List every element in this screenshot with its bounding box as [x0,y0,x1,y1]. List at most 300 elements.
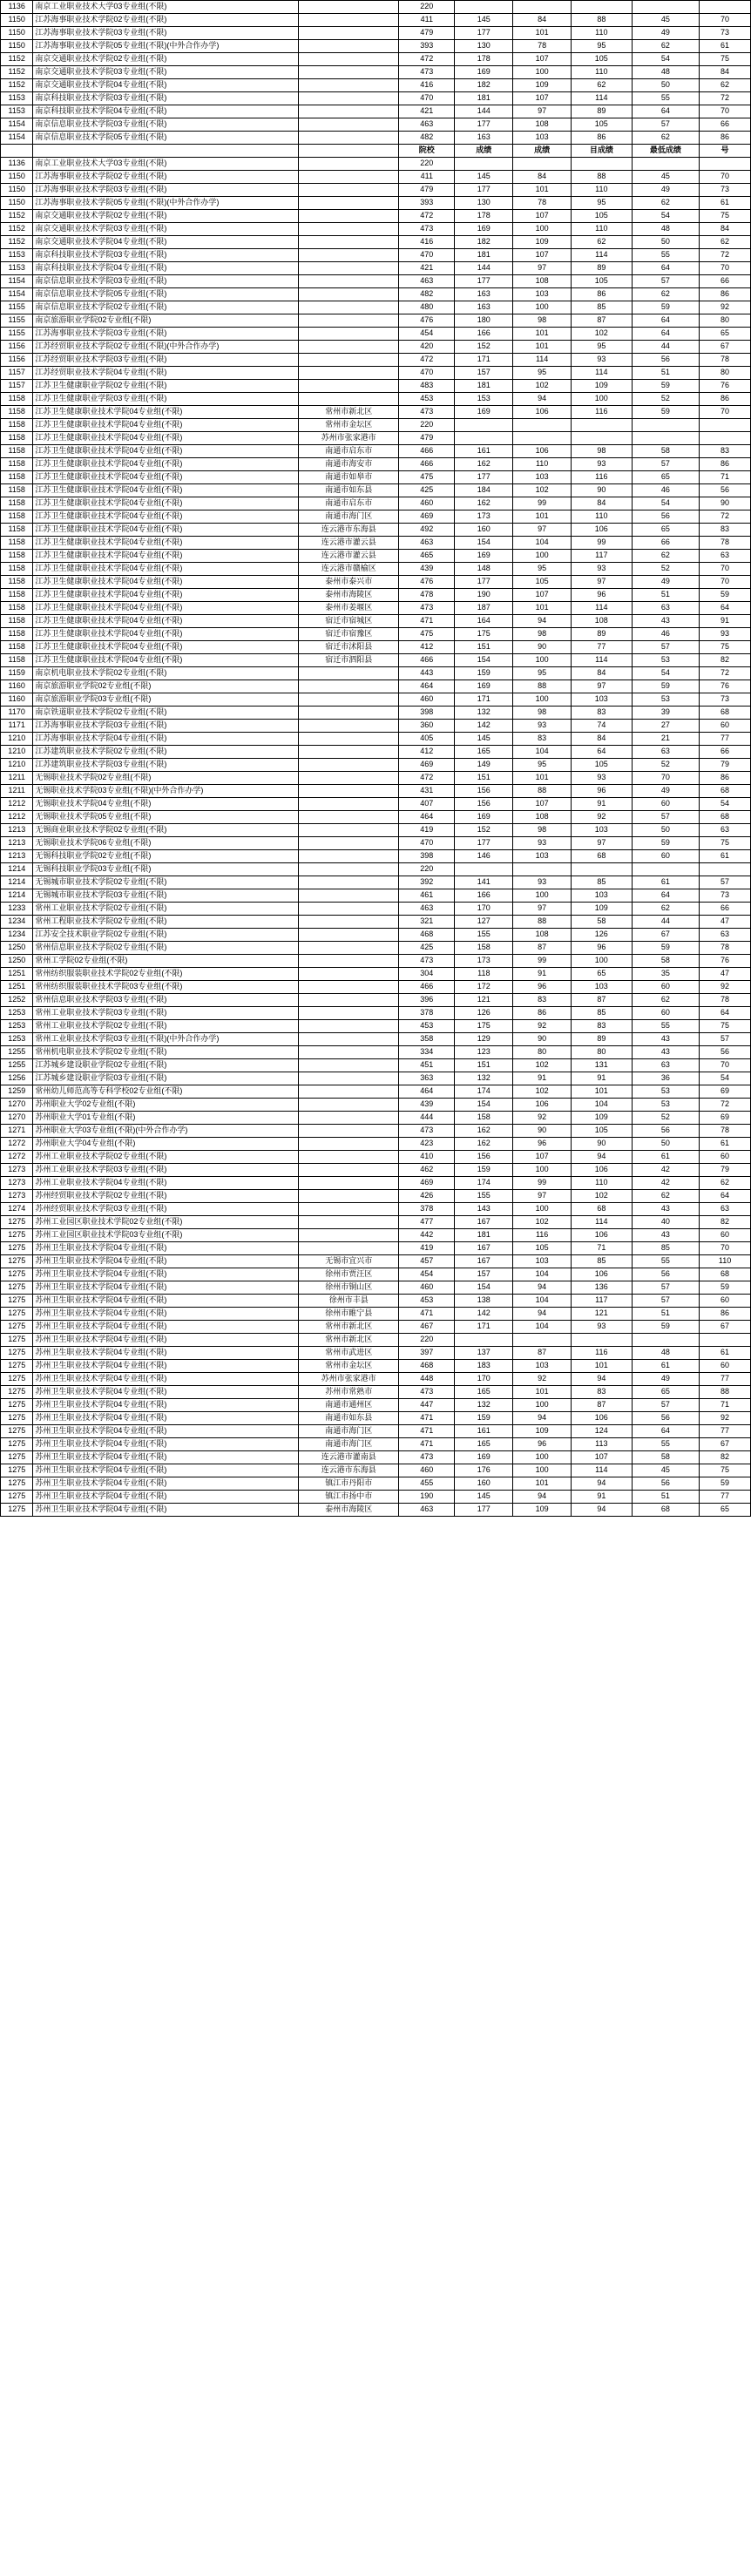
cell-score-3: 85 [572,1255,633,1268]
table-header-row [1,145,751,158]
cell-score-4: 50 [632,79,700,92]
cell-score-4: 67 [632,929,700,942]
cell-region: 连云港市东海县 [299,524,399,537]
table-header-cell-8: 号 [700,145,751,158]
cell-college-name: 南京工业职业技术大学03专业组(不限) [33,158,299,171]
cell-total-score: 470 [399,249,455,262]
cell-college-code: 1275 [1,1491,33,1504]
cell-score-5: 83 [700,524,751,537]
cell-college-name: 苏州经贸职业技术学院02专业组(不限) [33,1190,299,1203]
table-row [1,314,751,328]
table-row [1,1007,751,1020]
cell-score-1: 132 [455,1072,513,1085]
cell-score-4: 43 [632,1046,700,1059]
cell-region [299,288,399,301]
table-row [1,79,751,92]
cell-total-score: 475 [399,471,455,484]
cell-score-1: 155 [455,929,513,942]
cell-college-code: 1275 [1,1334,33,1347]
cell-total-score: 447 [399,1399,455,1412]
cell-score-2: 107 [513,53,572,66]
cell-score-4: 63 [632,602,700,615]
cell-region [299,1177,399,1190]
cell-region [299,707,399,720]
cell-college-code: 1275 [1,1216,33,1229]
cell-score-5: 78 [700,942,751,955]
cell-score-2: 107 [513,798,572,811]
table-row [1,118,751,132]
cell-college-code: 1158 [1,641,33,654]
cell-score-5: 93 [700,628,751,641]
cell-total-score: 416 [399,79,455,92]
table-row [1,863,751,876]
cell-college-code: 1274 [1,1203,33,1216]
cell-college-name: 江苏海事职业技术学院05专业组(不限)(中外合作办学) [33,197,299,210]
cell-region [299,981,399,994]
cell-score-4: 56 [632,1268,700,1281]
cell-score-3: 87 [572,314,633,328]
table-row [1,1216,751,1229]
cell-college-name: 无锡职业技术学院03专业组(不限)(中外合作办学) [33,785,299,798]
cell-region: 连云港市赣榆区 [299,563,399,576]
cell-score-5: 70 [700,262,751,275]
cell-score-5: 80 [700,367,751,380]
cell-score-5: 60 [700,720,751,733]
cell-score-5: 70 [700,171,751,184]
cell-total-score: 220 [399,419,455,432]
cell-score-2: 101 [513,341,572,354]
cell-region [299,1242,399,1255]
cell-score-2: 103 [513,132,572,145]
cell-total-score: 473 [399,1125,455,1138]
cell-score-5: 67 [700,1321,751,1334]
cell-score-2: 102 [513,1085,572,1099]
cell-score-1: 190 [455,589,513,602]
cell-score-1: 170 [455,903,513,916]
cell-score-2: 99 [513,497,572,510]
table-row [1,693,751,707]
cell-college-name: 苏州工业园区职业技术学院02专业组(不限) [33,1216,299,1229]
cell-score-4: 64 [632,314,700,328]
cell-college-name: 江苏卫生健康职业技术学院04专业组(不限) [33,654,299,667]
cell-score-1: 165 [455,1386,513,1399]
cell-region [299,929,399,942]
cell-score-4: 50 [632,824,700,837]
cell-score-3: 94 [572,1504,633,1517]
cell-score-3: 114 [572,249,633,262]
cell-score-2: 101 [513,510,572,524]
cell-score-1: 160 [455,1477,513,1491]
cell-score-3: 84 [572,733,633,746]
cell-total-score: 473 [399,1451,455,1464]
cell-score-4: 52 [632,393,700,406]
cell-total-score: 360 [399,720,455,733]
cell-score-1: 154 [455,1099,513,1112]
cell-score-4: 61 [632,876,700,889]
cell-college-name: 苏州卫生职业技术学院04专业组(不限) [33,1242,299,1255]
cell-score-4: 57 [632,1399,700,1412]
table-row [1,1099,751,1112]
cell-score-3: 80 [572,1046,633,1059]
cell-region [299,994,399,1007]
cell-score-5: 73 [700,27,751,40]
cell-score-5: 57 [700,1033,751,1046]
cell-total-score: 473 [399,406,455,419]
cell-score-4: 59 [632,380,700,393]
cell-score-1: 142 [455,720,513,733]
cell-score-3: 62 [572,236,633,249]
cell-score-1: 145 [455,14,513,27]
cell-score-3: 91 [572,1491,633,1504]
cell-college-name: 常州工程职业技术学院02专业组(不限) [33,916,299,929]
cell-score-2: 93 [513,720,572,733]
cell-college-code: 1233 [1,903,33,916]
cell-score-4: 60 [632,850,700,863]
cell-score-1: 169 [455,811,513,824]
cell-score-4 [632,432,700,445]
cell-score-3: 86 [572,288,633,301]
cell-college-name: 常州工业职业技术学院03专业组(不限)(中外合作办学) [33,1033,299,1046]
cell-total-score: 471 [399,615,455,628]
table-row [1,1504,751,1517]
cell-region: 常州市武进区 [299,1347,399,1360]
cell-college-name: 江苏卫生健康职业技术学院04专业组(不限) [33,615,299,628]
cell-score-1: 149 [455,759,513,772]
table-row [1,1242,751,1255]
cell-score-4: 57 [632,458,700,471]
table-row [1,1072,751,1085]
cell-score-1: 154 [455,1281,513,1295]
cell-college-name: 苏州工业职业技术学院03专业组(不限) [33,1164,299,1177]
cell-college-name: 江苏卫生健康职业学院03专业组(不限) [33,393,299,406]
cell-total-score: 473 [399,1386,455,1399]
cell-total-score: 463 [399,903,455,916]
cell-college-name: 江苏卫生健康职业技术学院04专业组(不限) [33,641,299,654]
cell-score-3: 114 [572,654,633,667]
cell-college-code: 1275 [1,1477,33,1491]
cell-region [299,171,399,184]
cell-score-3: 113 [572,1438,633,1451]
cell-college-code: 1253 [1,1020,33,1033]
cell-college-name: 常州信息职业技术学院02专业组(不限) [33,942,299,955]
cell-score-4: 64 [632,328,700,341]
cell-score-3: 83 [572,1020,633,1033]
cell-score-2: 91 [513,1072,572,1085]
cell-score-2: 102 [513,1059,572,1072]
table-header-cell-1 [33,145,299,158]
cell-score-3: 107 [572,1451,633,1464]
cell-score-2: 107 [513,589,572,602]
cell-score-4: 59 [632,1321,700,1334]
cell-region: 徐州市铜山区 [299,1281,399,1295]
table-row [1,628,751,641]
cell-college-name: 江苏卫生健康职业技术学院04专业组(不限) [33,602,299,615]
cell-score-5: 47 [700,968,751,981]
cell-total-score: 471 [399,1438,455,1451]
cell-score-4: 48 [632,223,700,236]
cell-score-4: 50 [632,236,700,249]
cell-college-code: 1213 [1,837,33,850]
cell-region: 镇江市扬中市 [299,1491,399,1504]
cell-college-code: 1156 [1,341,33,354]
cell-score-4: 44 [632,916,700,929]
table-row [1,92,751,105]
cell-college-code: 1152 [1,210,33,223]
cell-score-1 [455,863,513,876]
table-header-cell-4: 成绩 [455,145,513,158]
cell-total-score: 470 [399,367,455,380]
cell-score-1: 177 [455,471,513,484]
cell-total-score: 439 [399,1099,455,1112]
cell-region [299,876,399,889]
cell-score-2: 100 [513,1164,572,1177]
cell-college-code: 1275 [1,1295,33,1308]
cell-region [299,1072,399,1085]
cell-score-5: 71 [700,1399,751,1412]
cell-score-2: 101 [513,1386,572,1399]
cell-total-score: 483 [399,380,455,393]
cell-score-4: 62 [632,40,700,53]
cell-region [299,341,399,354]
cell-score-5: 59 [700,1477,751,1491]
cell-score-2: 100 [513,654,572,667]
table-row [1,1033,751,1046]
cell-score-4: 63 [632,746,700,759]
cell-score-4: 57 [632,1295,700,1308]
cell-score-3 [572,432,633,445]
cell-college-name: 无锡职业技术学院02专业组(不限) [33,772,299,785]
cell-score-4: 63 [632,1059,700,1072]
cell-score-4: 62 [632,903,700,916]
cell-total-score: 470 [399,92,455,105]
table-row [1,550,751,563]
cell-score-3: 84 [572,667,633,680]
cell-region [299,1112,399,1125]
cell-score-2: 78 [513,197,572,210]
cell-score-5: 77 [700,1373,751,1386]
cell-college-code: 1275 [1,1399,33,1412]
cell-score-5: 61 [700,1347,751,1360]
cell-score-3: 90 [572,1138,633,1151]
cell-score-1: 137 [455,1347,513,1360]
table-row [1,380,751,393]
cell-score-1: 159 [455,1164,513,1177]
cell-score-3: 89 [572,262,633,275]
cell-region [299,92,399,105]
cell-score-4: 61 [632,1151,700,1164]
cell-college-name: 无锡城市职业技术学院02专业组(不限) [33,876,299,889]
table-row [1,354,751,367]
cell-score-5: 66 [700,118,751,132]
cell-college-name: 南京交通职业技术学院03专业组(不限) [33,66,299,79]
cell-region: 苏州市常熟市 [299,1386,399,1399]
cell-score-5: 68 [700,1268,751,1281]
table-header-cell-3: 院校 [399,145,455,158]
cell-college-name: 江苏海事职业技术学院05专业组(不限)(中外合作办学) [33,40,299,53]
cell-score-1: 183 [455,1360,513,1373]
cell-college-code: 1250 [1,942,33,955]
table-row [1,53,751,66]
cell-score-1: 132 [455,707,513,720]
cell-score-3 [572,158,633,171]
cell-total-score: 431 [399,785,455,798]
cell-college-name: 常州工业职业技术学院03专业组(不限) [33,1007,299,1020]
cell-score-2: 99 [513,1177,572,1190]
cell-college-code: 1214 [1,863,33,876]
cell-score-2: 94 [513,393,572,406]
cell-score-2: 94 [513,1281,572,1295]
cell-total-score: 398 [399,707,455,720]
cell-college-name: 苏州卫生职业技术学院04专业组(不限) [33,1491,299,1504]
cell-total-score: 455 [399,1477,455,1491]
cell-total-score: 453 [399,1295,455,1308]
cell-college-code: 1154 [1,118,33,132]
cell-college-code: 1270 [1,1099,33,1112]
cell-college-name: 南京信息职业技术学院03专业组(不限) [33,118,299,132]
cell-score-2: 83 [513,733,572,746]
cell-score-1: 169 [455,406,513,419]
cell-score-3: 101 [572,1085,633,1099]
cell-college-code: 1255 [1,1046,33,1059]
cell-college-code: 1210 [1,746,33,759]
cell-region [299,1151,399,1164]
table-row [1,406,751,419]
cell-score-2: 91 [513,968,572,981]
cell-score-4: 58 [632,955,700,968]
cell-total-score: 482 [399,132,455,145]
cell-score-4: 48 [632,66,700,79]
cell-score-1: 173 [455,955,513,968]
cell-score-4: 70 [632,772,700,785]
cell-college-name: 常州幼儿师范高等专科学校02专业组(不限) [33,1085,299,1099]
table-header-cell-5: 成绩 [513,145,572,158]
cell-region: 宿迁市宿豫区 [299,628,399,641]
cell-score-1: 165 [455,746,513,759]
cell-score-3: 102 [572,1190,633,1203]
cell-score-3: 74 [572,720,633,733]
table-row [1,1334,751,1347]
cell-score-4: 45 [632,14,700,27]
table-row [1,236,751,249]
cell-score-1: 169 [455,223,513,236]
cell-college-code: 1213 [1,824,33,837]
cell-region [299,746,399,759]
cell-score-3: 88 [572,171,633,184]
cell-college-name: 南京信息职业技术学院02专业组(不限) [33,301,299,314]
cell-score-5: 72 [700,510,751,524]
cell-score-4: 66 [632,537,700,550]
cell-total-score: 469 [399,510,455,524]
table-body [1,1,751,1517]
cell-region [299,733,399,746]
cell-score-3: 117 [572,1295,633,1308]
cell-score-5: 84 [700,223,751,236]
cell-score-2: 105 [513,576,572,589]
table-row [1,903,751,916]
cell-college-code: 1211 [1,772,33,785]
cell-college-name: 常州信息职业技术学院03专业组(不限) [33,994,299,1007]
cell-score-1: 159 [455,1412,513,1425]
cell-score-3: 110 [572,66,633,79]
table-row [1,537,751,550]
cell-score-1: 148 [455,563,513,576]
cell-region [299,785,399,798]
cell-college-code: 1158 [1,497,33,510]
cell-score-1: 144 [455,105,513,118]
cell-college-name: 南京铁道职业技术学院02专业组(不限) [33,707,299,720]
cell-college-code: 1158 [1,432,33,445]
cell-score-4 [632,1334,700,1347]
cell-score-2: 104 [513,1295,572,1308]
cell-score-3: 114 [572,92,633,105]
cell-college-name: 江苏卫生健康职业技术学院04专业组(不限) [33,576,299,589]
cell-college-name: 常州纺织服装职业技术学院03专业组(不限) [33,981,299,994]
cell-score-5: 70 [700,105,751,118]
cell-college-name: 常州工业职业技术学院02专业组(不限) [33,1020,299,1033]
table-row [1,1295,751,1308]
table-row [1,458,751,471]
cell-college-name: 无锡职业技术学院06专业组(不限) [33,837,299,850]
cell-total-score: 393 [399,197,455,210]
cell-total-score: 478 [399,589,455,602]
cell-score-4: 60 [632,981,700,994]
table-row [1,105,751,118]
cell-score-2: 106 [513,1099,572,1112]
cell-score-2: 107 [513,249,572,262]
cell-score-2: 78 [513,40,572,53]
cell-college-name: 江苏卫生健康职业技术学院04专业组(不限) [33,471,299,484]
cell-score-4: 27 [632,720,700,733]
cell-region [299,132,399,145]
cell-score-3: 110 [572,510,633,524]
cell-total-score: 476 [399,576,455,589]
cell-score-1: 165 [455,1438,513,1451]
cell-score-5: 83 [700,445,751,458]
cell-score-5: 70 [700,406,751,419]
cell-score-5: 70 [700,563,751,576]
cell-score-2: 92 [513,1112,572,1125]
cell-region: 连云港市东海县 [299,1464,399,1477]
cell-college-name: 苏州卫生职业技术学院04专业组(不限) [33,1347,299,1360]
cell-score-3: 90 [572,484,633,497]
cell-score-4: 52 [632,1112,700,1125]
cell-score-4: 57 [632,118,700,132]
cell-college-name: 无锡商业职业技术学院02专业组(不限) [33,824,299,837]
cell-score-3: 93 [572,458,633,471]
cell-score-1: 151 [455,641,513,654]
cell-score-3: 110 [572,184,633,197]
cell-score-2 [513,432,572,445]
cell-score-3: 89 [572,1033,633,1046]
cell-score-4: 51 [632,589,700,602]
cell-score-2: 97 [513,262,572,275]
cell-score-5: 72 [700,667,751,680]
cell-score-4: 43 [632,1229,700,1242]
cell-score-5: 60 [700,1360,751,1373]
cell-score-2: 99 [513,955,572,968]
cell-score-5: 80 [700,314,751,328]
cell-score-1: 153 [455,393,513,406]
cell-total-score: 464 [399,811,455,824]
cell-region [299,772,399,785]
table-row [1,249,751,262]
cell-college-code: 1252 [1,994,33,1007]
table-row [1,432,751,445]
cell-college-name: 无锡职业技术学院05专业组(不限) [33,811,299,824]
cell-score-5: 67 [700,341,751,354]
cell-score-3: 114 [572,1216,633,1229]
cell-total-score: 220 [399,863,455,876]
